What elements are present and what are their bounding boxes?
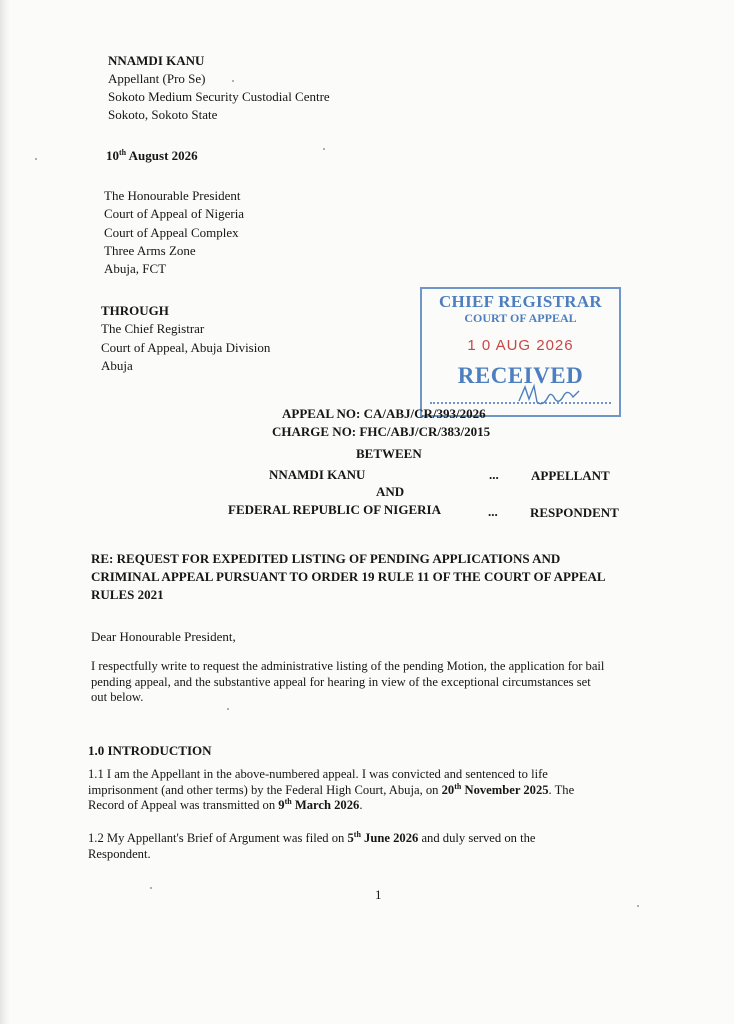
party-respondent: FEDERAL REPUBLIC OF NIGERIA: [228, 502, 441, 517]
stamp-title: CHIEF REGISTRAR: [438, 292, 603, 311]
through-line: Court of Appeal, Abuja Division: [101, 339, 271, 355]
role-respondent: RESPONDENT: [530, 505, 619, 520]
signature-mark: [515, 377, 585, 417]
role-appellant: APPELLANT: [531, 468, 610, 483]
through-block: [101, 302, 270, 375]
recipient-line: Court of Appeal of Nigeria: [104, 206, 245, 222]
subject-heading: RE: REQUEST FOR EXPEDITED LISTING OF PENDING APPLICATIONS AND CRIMINAL APPEAL PURSUANT TO ORDER 19 RULE 11 OF THE COURT OF APPEAL RULES 2021: [91, 551, 606, 602]
stamp-received: RECEIVED: [457, 363, 584, 388]
intro-paragraph: I respectfully write to request the administrative listing of the pending Motion, the application for bail pending appeal, and the substantive appeal for hearing in view of the exceptional circumstances set out below.: [91, 659, 605, 704]
letter-date: 10th August 2026: [106, 148, 198, 163]
through-heading: THROUGH: [101, 303, 169, 318]
charge-number: CHARGE NO: FHC/ABJ/CR/383/2015: [272, 424, 491, 439]
scan-speck: [227, 708, 229, 710]
recipient-line: Court of Appeal Complex: [104, 224, 239, 240]
stamp-date: 1 0 AUG 2026: [467, 337, 574, 354]
scan-speck: [637, 905, 639, 907]
scan-edge-shadow: [0, 0, 10, 1024]
appeal-number: APPEAL NO: CA/ABJ/CR/393/2026: [282, 406, 486, 421]
salutation: Dear Honourable President,: [91, 629, 236, 644]
sender-address-1: Sokoto Medium Security Custodial Centre: [108, 89, 330, 104]
and-label: AND: [376, 484, 405, 499]
section-heading: 1.0 INTRODUCTION: [88, 743, 212, 758]
sender-name: NNAMDI KANU: [108, 53, 205, 68]
party-dots: ...: [488, 504, 498, 519]
scan-speck: [35, 158, 37, 160]
recipient-block: [104, 187, 244, 278]
paragraph-1-1: 1.1 I am the Appellant in the above-numbered appeal. I was convicted and sentenced to life imprisonment (and other terms) by the Federal High Court, Abuja, on 20th November 2025. The Record of Appeal was transmitted on 9th March 2026.: [88, 767, 575, 812]
recipient-line: Abuja, FCT: [104, 261, 167, 277]
party-dots: ...: [489, 467, 499, 482]
stamp-subtitle: COURT OF APPEAL: [464, 311, 577, 325]
through-line: The Chief Registrar: [101, 321, 205, 337]
scan-speck: [150, 887, 152, 889]
party-appellant: NNAMDI KANU: [269, 467, 366, 482]
sender-role: Appellant (Pro Se): [108, 71, 206, 86]
scan-speck: [323, 148, 325, 150]
page-number: 1: [375, 887, 382, 902]
recipient-line: Three Arms Zone: [104, 242, 196, 258]
recipient-line: The Honourable President: [104, 188, 241, 203]
sender-address-2: Sokoto, Sokoto State: [108, 107, 218, 122]
between-label: BETWEEN: [356, 446, 422, 461]
through-line: Abuja: [101, 357, 133, 373]
sender-block: [108, 52, 330, 124]
scan-speck: [232, 80, 234, 82]
paragraph-1-2: 1.2 My Appellant's Brief of Argument was filed on 5th June 2026 and duly served on the Respondent.: [88, 830, 536, 861]
